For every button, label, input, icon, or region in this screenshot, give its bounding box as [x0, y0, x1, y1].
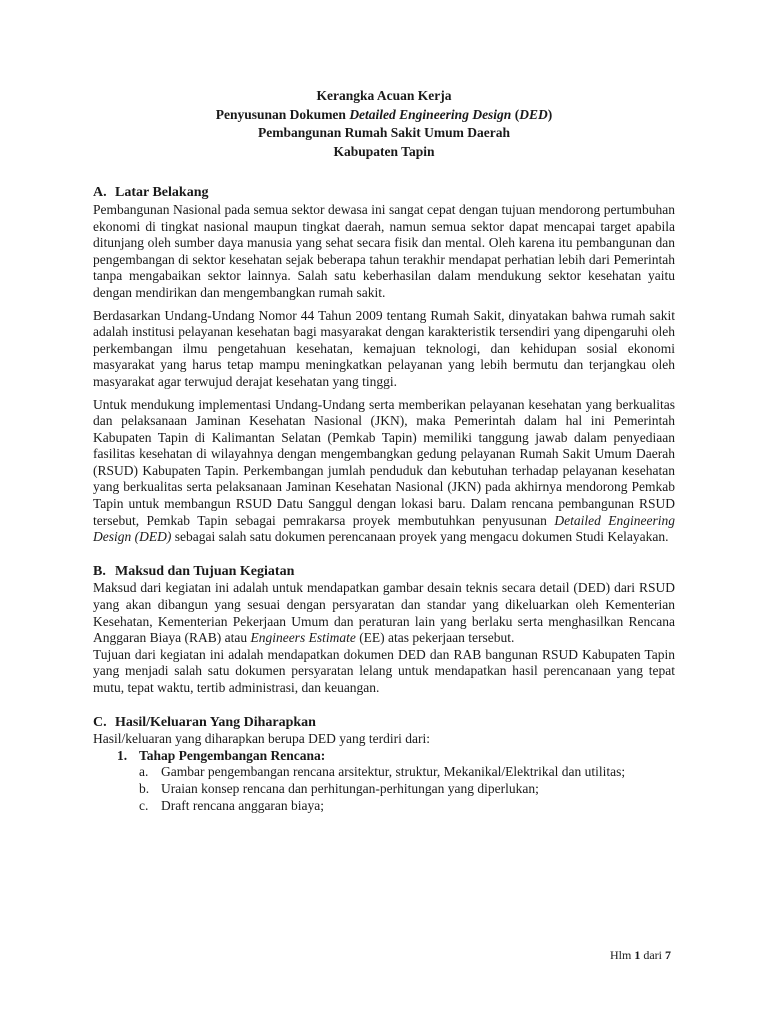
- section-b-title: Maksud dan Tujuan Kegiatan: [115, 563, 295, 579]
- title-line-2: [93, 106, 675, 125]
- list-item-letter: b.: [139, 780, 150, 796]
- list-item-letter: c.: [139, 797, 149, 813]
- section-a-paragraph-2: Berdasarkan Undang-Undang Nomor 44 Tahun 2009 tentang Rumah Sakit, dinyatakan bahwa rumah sakit adalah institusi pelayanan kesehatan bagi masyarakat dengan karakteristik tersendiri yang dipengaruhi oleh perkembangan ilmu pengetahuan kesehatan, kemajuan teknologi, dan kehidupan sosial ekonomi masyarakat yang harus tetap mampu meningkatkan pelayanan yang lebih bermutu dan terjangkau oleh masyarakat agar terwujud derajat kesehatan yang tinggi.: [93, 307, 675, 389]
- section-b-p1-main: Maksud dari kegiatan ini adalah untuk mendapatkan gambar desain teknis secara detail (DED) dari RSUD yang akan dibangun yang sesuai dengan persyaratan dan standar yang dikeluarkan oleh Kementerian Kesehatan, Kementerian Pekerjaan Umum dan peraturan lain yang berlaku serta menghasilkan Rencana Anggaran Biaya (RAB) atau: [93, 580, 675, 646]
- section-c-title: Hasil/Keluaran Yang Diharapkan: [115, 714, 316, 730]
- section-c-item-1: [117, 748, 675, 765]
- title-line-2-italic: Detailed Engineering Design: [349, 106, 512, 122]
- section-c-item-1-label: Tahap Pengembangan Rencana:: [139, 747, 326, 763]
- section-c-letter: C.: [93, 714, 107, 730]
- section-a-paragraph-3: [93, 397, 675, 546]
- document-title: [93, 87, 675, 161]
- section-b-paragraph-1: [93, 580, 675, 646]
- section-c-item-1-number: 1.: [117, 747, 128, 763]
- section-b-p1-italic: Engineers Estimate: [250, 630, 356, 646]
- footer-page: 1: [634, 948, 641, 962]
- section-b-letter: B.: [93, 563, 106, 579]
- section-a-heading: [93, 185, 675, 202]
- footer-middle: dari: [640, 948, 665, 962]
- title-line-2-abbrev: DED: [519, 106, 548, 122]
- section-a-p3-main: Untuk mendukung implementasi Undang-Undang serta memberikan pelayanan kesehatan yang berkualitas dan pelaksanaan Jaminan Kesehatan Nasional (JKN), maka Pemerintah dalam hal ini Pemerintah Kabupaten Tapin di Kalimantan Selatan (Pemkab Tapin) memiliki tanggung jawab dalam penyediaan fasilitas kesehatan di wilayahnya dengan mengembangkan gedung pelayanan Rumah Sakit Umum Daerah (RSUD) Kabupaten Tapin. Perkembangan jumlah penduduk dan kebutuhan terhadap pelayanan kesehatan yang berkualitas serta pelaksanaan Jaminan Kesehatan Nasional (JKN) pada akhirnya mendorong Pemkab Tapin untuk membangun RSUD Datu Sanggul dengan lokasi baru. Dalam rencana pembangunan RSUD tersebut, Pemkab Tapin sebagai pemrakarsa proyek membutuhkan penyusunan: [93, 396, 675, 528]
- title-line-3: Pembangunan Rumah Sakit Umum Daerah: [257, 125, 511, 141]
- list-item-letter: a.: [139, 764, 149, 780]
- section-b-heading: [93, 564, 675, 581]
- list-item-text: Draft rencana anggaran biaya;: [161, 797, 325, 813]
- list-item: [139, 798, 675, 815]
- title-line-2-close: ): [547, 106, 553, 122]
- section-a-p3-end: sebagai salah satu dokumen perencanaan proyek yang mengacu dokumen Studi Kelayakan.: [171, 529, 669, 545]
- title-line-2-open: (: [511, 106, 520, 122]
- section-a-paragraph-1: Pembangunan Nasional pada semua sektor dewasa ini sangat cepat dengan tujuan mendorong pertumbuhan ekonomi di tingkat nasional maupun tingkat daerah, namun semua sektor dapat mencapai target apabila ditunjang oleh sumber daya manusia yang sehat secara fisik dan mental. Oleh karena itu pembangunan dan pengembangan di sektor kesehatan sejak beberapa tahun terakhir mendapat perhatian lebih dari Pemerintah tanpa mengabaikan sektor lainnya. Salah satu keberhasilan dalam mendukung sektor kesehatan yaitu dengan mendirikan dan mengembangkan rumah sakit.: [93, 201, 675, 300]
- section-b-p1-end: (EE) atas pekerjaan tersebut.: [355, 630, 515, 646]
- section-a-p3-italic: Detailed Engineering Design (DED): [93, 512, 675, 545]
- section-c-intro: Hasil/keluaran yang diharapkan berupa DED yang terdiri dari:: [93, 731, 430, 747]
- title-line-1: Kerangka Acuan Kerja: [316, 88, 452, 103]
- document-page: [93, 87, 675, 814]
- list-item-text: Uraian konsep rencana dan perhitungan-perhitungan yang diperlukan;: [161, 780, 539, 796]
- section-a-title: Latar Belakang: [115, 185, 209, 201]
- page-number-footer: [610, 948, 671, 963]
- title-line-4: Kabupaten Tapin: [333, 143, 435, 159]
- section-a-letter: A.: [93, 185, 107, 201]
- section-b-paragraph-2: Tujuan dari kegiatan ini adalah mendapatkan dokumen DED dan RAB bangunan RSUD Kabupaten Tapin yang menjadi salah satu dokumen persyaratan lelang untuk mendapatkan hasil perencanaan yang tepat mutu, tepat waktu, tertib administrasi, dan keuangan.: [93, 646, 675, 695]
- section-c-heading: [93, 715, 675, 732]
- footer-total: 7: [665, 948, 671, 962]
- footer-prefix: Hlm: [610, 948, 635, 962]
- title-line-2-prefix: Penyusunan Dokumen: [215, 106, 350, 122]
- list-item: [139, 764, 675, 781]
- list-item: [139, 781, 675, 798]
- list-item-text: Gambar pengembangan rencana arsitektur, struktur, Mekanikal/Elektrikal dan utilitas;: [161, 764, 626, 780]
